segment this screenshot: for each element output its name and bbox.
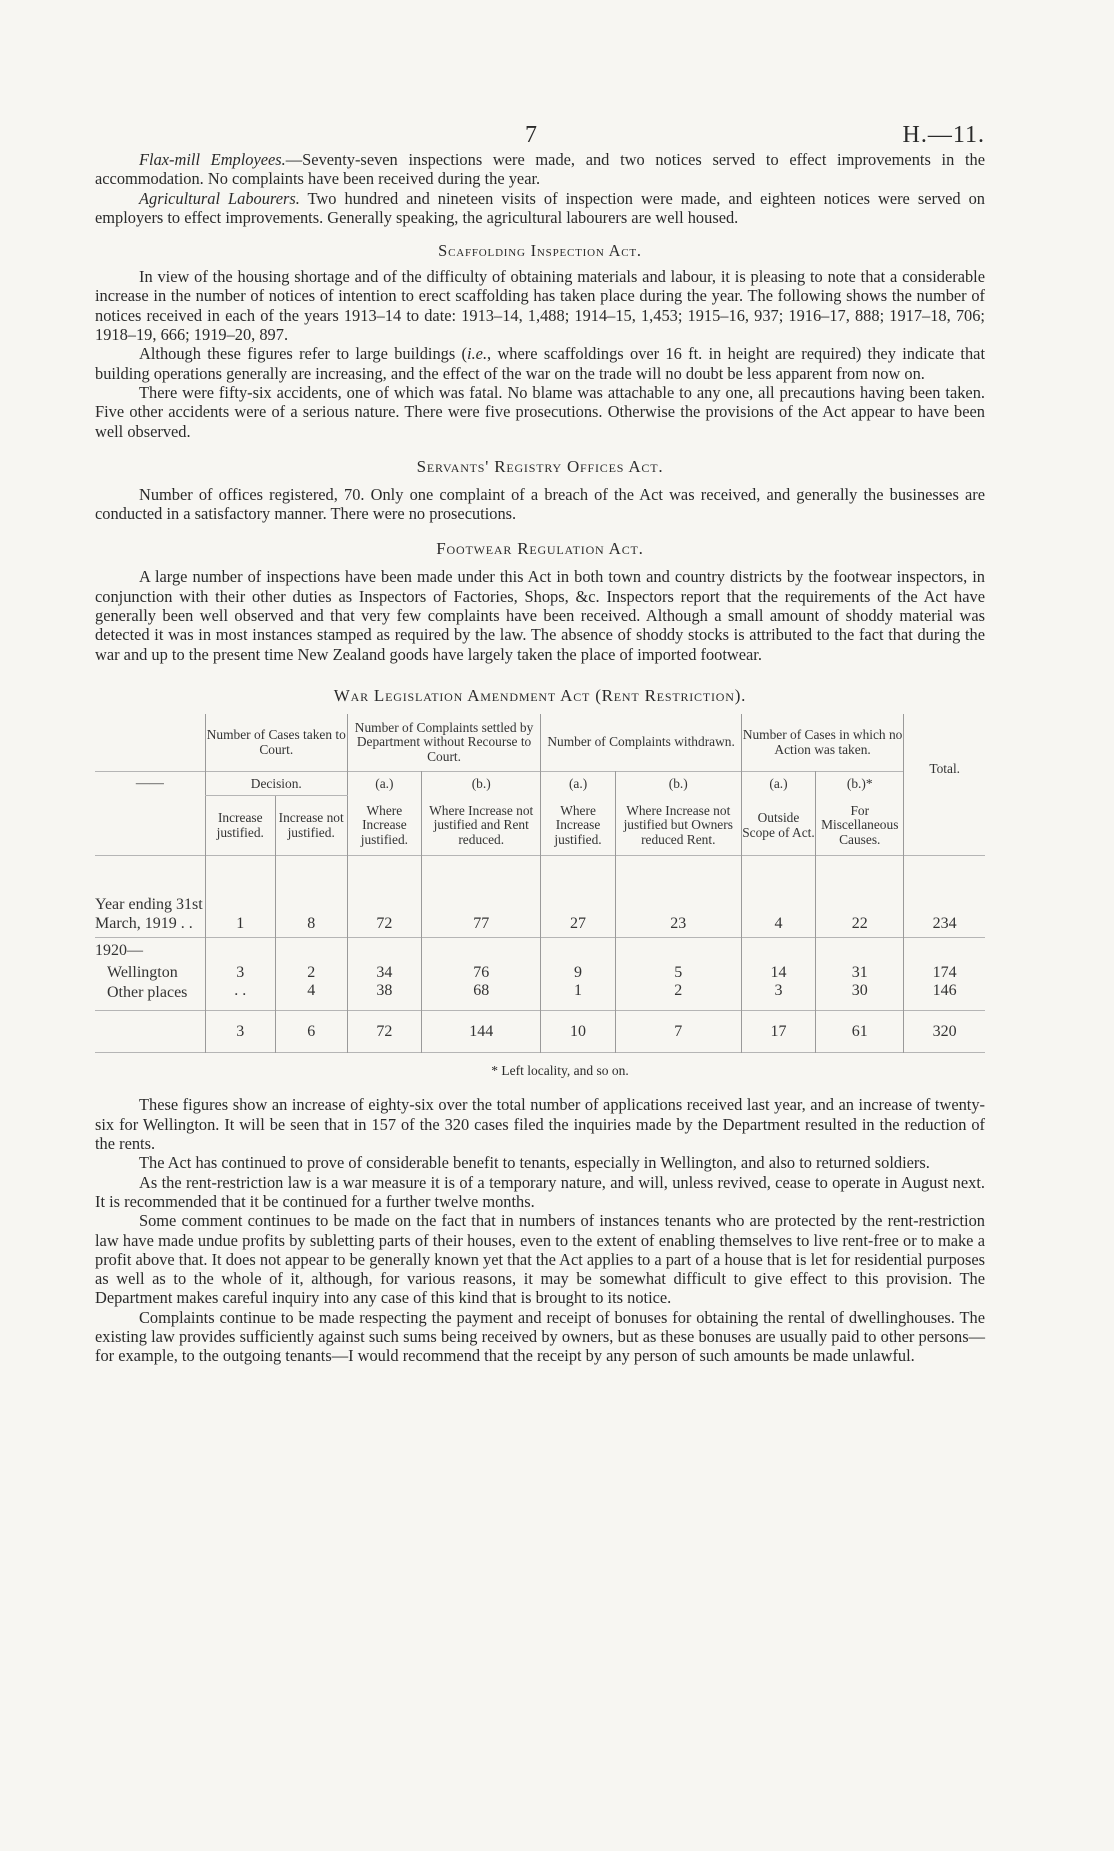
cell: 7 (615, 1011, 741, 1053)
cell: 22 (816, 856, 904, 938)
cell: 14 (741, 962, 815, 983)
flax-mill-paragraph (95, 150, 985, 189)
flax-mill-lead: Flax-mill Employees. (139, 150, 286, 169)
cell: . . (205, 983, 275, 1011)
table-row-other-places (95, 983, 985, 1011)
cell: 3 (205, 1011, 275, 1053)
cell: 3 (205, 962, 275, 983)
after-paragraph-4: Some comment continues to be made on the fact that in numbers of instances tenants who are protected by the rent-restriction law have made undue profits by subletting parts of their houses, even to the extent of enabling themselves to live rent-free or to make a profit above that. It does not appear to be generally known yet that the Act applies to a part of a house that is let for residential purposes as well as to the whole of it, although, for various reasons, it may be somewhat difficult to give effect to this provision. The Department makes careful inquiry into any case of this kind that is brought to its notice. (95, 1211, 985, 1308)
group-settled: Number of Complaints settled by Department without Recourse to Court. (347, 714, 541, 772)
cell: 77 (422, 856, 541, 938)
cell: 31 (816, 962, 904, 983)
cell: 1 (205, 856, 275, 938)
table-row-1920 (95, 938, 985, 962)
cell: 3 (741, 983, 815, 1011)
col-increase-justified: Increase justified. (205, 796, 275, 856)
cell: 320 (904, 1011, 985, 1053)
table-row-totals (95, 1011, 985, 1053)
row-label-1919: Year ending 31st March, 1919 . . (95, 896, 203, 933)
col-withdrawn-owners-reduced: Where Increase not justified but Owners reduced Rent. (615, 796, 741, 856)
rent-restriction-heading: War Legislation Amendment Act (Rent Restriction). (333, 685, 747, 705)
col-settled-rent-reduced: Where Increase not justified and Rent reduced. (422, 796, 541, 856)
group-court-cases: Number of Cases taken to Court. (205, 714, 347, 772)
col-outside-scope: Outside Scope of Act. (741, 796, 815, 856)
settled-a-label: (a.) (347, 772, 421, 796)
after-paragraph-2: The Act has continued to prove of considerable benefit to tenants, especially in Wellington, and also to returned soldiers. (139, 1153, 930, 1173)
withdrawn-b-label: (b.) (615, 772, 741, 796)
cell: 6 (275, 1011, 347, 1053)
agricultural-text: Two hundred and nineteen visits of inspection were made, and eighteen notices were served on employers to effect improvements. Generally speaking, the agricultural labourers are well housed. (95, 188, 985, 227)
cell: 61 (816, 1011, 904, 1053)
cell: 76 (422, 962, 541, 983)
row-label-wellington: Wellington (107, 963, 178, 981)
col-increase-not-justified: Increase not justified. (275, 796, 347, 856)
agricultural-lead: Agricultural Labourers. (139, 188, 300, 208)
after-paragraph-3: As the rent-restriction law is a war measure it is of a temporary nature, and will, unless revived, cease to operate in August next. It is recommended that it be continued for a further twelve months. (95, 1172, 985, 1211)
col-total-blank (904, 796, 985, 856)
table-row-1919 (95, 856, 985, 938)
col-withdrawn-where-increase: Where Increase justified. (541, 796, 615, 856)
group-withdrawn: Number of Complaints withdrawn. (541, 714, 741, 772)
page-number: 7 (525, 122, 537, 148)
col-settled-where-increase: Where Increase justified. (347, 796, 421, 856)
cell: 68 (422, 983, 541, 1011)
noaction-a-label: (a.) (741, 772, 815, 796)
totals-label-blank (95, 1011, 205, 1053)
cell: 174 (904, 962, 985, 983)
rent-restriction-table (95, 714, 985, 1054)
cell: 5 (615, 962, 741, 983)
stub-dash: —— (135, 776, 164, 792)
scaffolding-p2-ie: i.e. (467, 344, 488, 364)
after-paragraph-5: Complaints continue to be made respecting the payment and receipt of bonuses for obtaining the rental of dwellinghouses. The existing law provides sufficiently against such sums being received by owners, but as these bonuses are usually paid to other persons—for example, to the outgoing tenants—I would recommend that the receipt by any person of such amounts be made unlawful. (95, 1307, 985, 1366)
servants-heading: Servants' Registry Offices Act. (416, 456, 664, 476)
cell: 17 (741, 1011, 815, 1053)
cell: 27 (541, 856, 615, 938)
group-no-action: Number of Cases in which no Action was taken. (741, 714, 904, 772)
cell: 30 (816, 983, 904, 1011)
noaction-b-label: (b.)* (816, 772, 904, 796)
stub-head-blank (95, 714, 205, 772)
row-label-1920: 1920— (95, 941, 143, 959)
cell: 10 (541, 1011, 615, 1053)
page-header (95, 0, 985, 150)
footwear-heading: Footwear Regulation Act. (436, 539, 644, 559)
flax-mill-text: —Seventy-seven inspections were made, and two notices served to effect improvements in the accommodation. No complaints have been received during the year. (95, 150, 985, 189)
scaffolding-paragraph-2 (95, 344, 985, 383)
withdrawn-a-label: (a.) (541, 772, 615, 796)
after-paragraph-1: These figures show an increase of eighty-six over the total number of applications received last year, and an increase of twenty-six for Wellington. It will be seen that in 157 of the 320 cases filed the inquiries made by the Department resulted in the reduction of the rents. (95, 1095, 985, 1154)
scaffolding-p2-start: Although these figures refer to large buildings ( (139, 344, 468, 364)
cell: 34 (347, 962, 421, 983)
cell: 4 (741, 856, 815, 938)
total-header: Total. (904, 714, 985, 796)
cell: 144 (422, 1011, 541, 1053)
cell: 9 (541, 962, 615, 983)
report-reference: H.—11. (902, 122, 985, 148)
col-miscellaneous: For Miscellaneous Causes. (816, 796, 904, 856)
scaffolding-paragraph-1: In view of the housing shortage and of the difficulty of obtaining materials and labour, it is pleasing to note that a considerable increase in the number of notices of intention to erect scaffolding has taken place during the year. The following shows the number of notices received in each of the years 1913–14 to date: 1913–14, 1,488; 1914–15, 1,453; 1915–16, 937; 1916–17, 888; 1917–18, 706; 1918–19, 666; 1919–20, 897. (95, 267, 985, 345)
cell: 8 (275, 856, 347, 938)
cell: 2 (275, 962, 347, 983)
scaffolding-p2-end: , where scaffoldings over 16 ft. in height are required) they indicate that building operations generally are increasing, and the effect of the war on the trade will no doubt be less apparent from now on. (95, 344, 986, 383)
cell: 72 (347, 1011, 421, 1053)
cell: 146 (904, 983, 985, 1011)
settled-b-label: (b.) (422, 772, 541, 796)
agricultural-paragraph (95, 189, 985, 228)
decision-header: Decision. (205, 772, 347, 796)
scaffolding-paragraph-3: There were fifty-six accidents, one of which was fatal. No blame was attachable to any one, all precautions having been taken. Five other accidents were of a serious nature. There were five prosecutions. Otherwise the provisions of the Act appear to have been well observed. (95, 382, 985, 441)
cell: 234 (904, 856, 985, 938)
cell: 72 (347, 856, 421, 938)
footwear-paragraph: A large number of inspections have been made under this Act in both town and country districts by the footwear inspectors, in conjunction with their other duties as Inspectors of Factories, Shops, &c. Inspectors report that the requirements of the Act have generally been well observed and that very few complaints have been received. Although a small amount of shoddy material was detected it was in most instances stamped as required by the law. The absence of shoddy stocks is attributed to the fact that during the war and up to the present time New Zealand goods have largely taken the place of imported footwear. (95, 567, 985, 664)
cell: 23 (615, 856, 741, 938)
cell: 1 (541, 983, 615, 1011)
cell: 2 (615, 983, 741, 1011)
table-row-wellington (95, 962, 985, 983)
table-footnote: * Left locality, and so on. (491, 1063, 629, 1079)
row-label-other-places: Other places (107, 983, 188, 1001)
cell: 4 (275, 983, 347, 1011)
servants-paragraph: Number of offices registered, 70. Only one complaint of a breach of the Act was received, and generally the businesses are conducted in a satisfactory manner. There were no prosecutions. (95, 484, 985, 524)
scaffolding-heading: Scaffolding Inspection Act. (438, 241, 642, 261)
document-page (95, 0, 985, 1366)
cell: 38 (347, 983, 421, 1011)
